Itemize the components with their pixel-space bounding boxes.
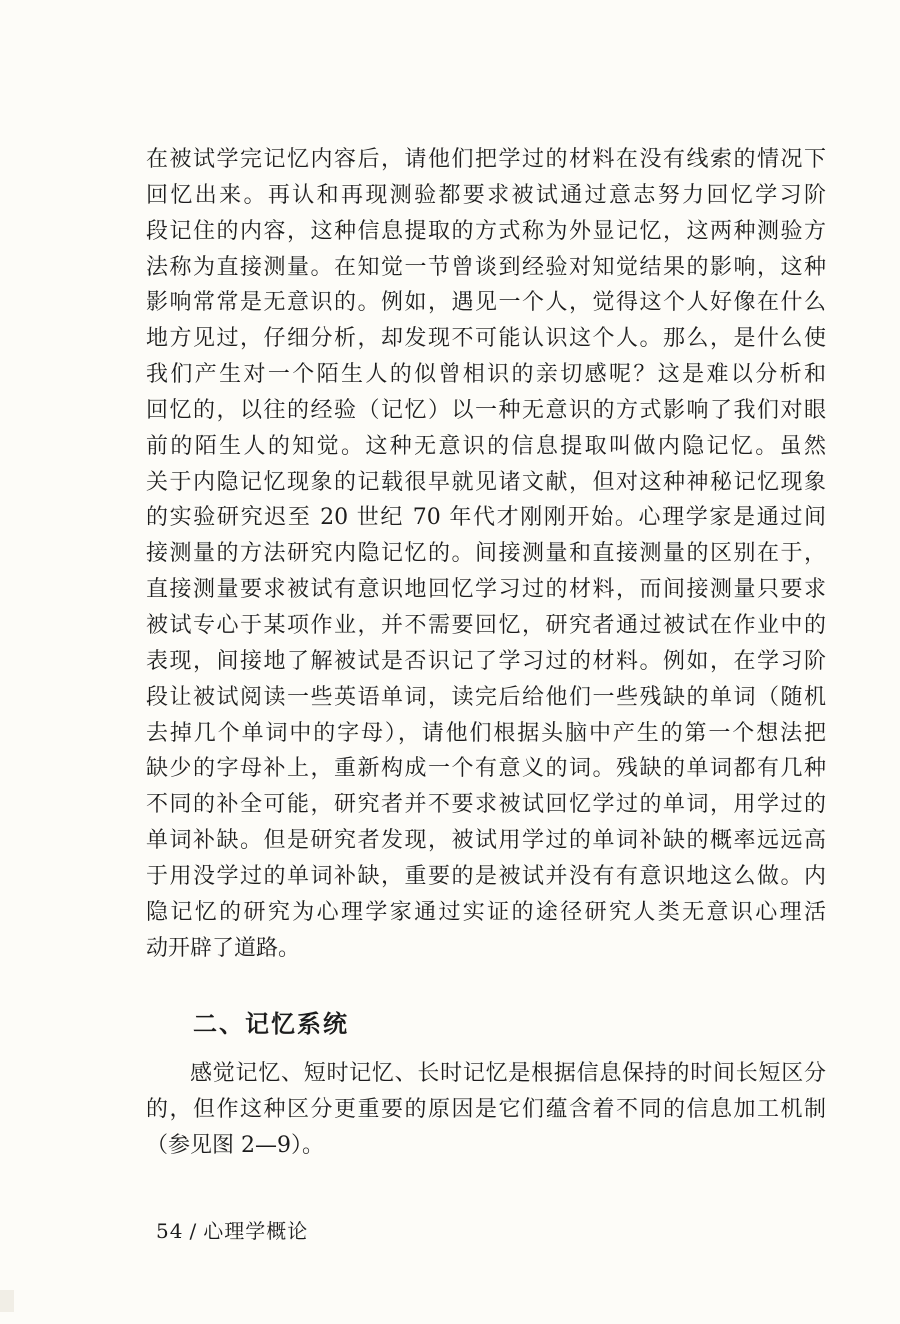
paragraph-line: 回忆的，以往的经验（记忆）以一种无意识的方式影响了我们对眼 [146,397,826,423]
book-title: 心理学概论 [203,1219,309,1243]
page-footer [156,1216,308,1246]
paragraph-line: （参见图 2—9）。 [146,1132,324,1158]
paragraph-line: 在被试学完记忆内容后，请他们把学过的材料在没有线索的情况下 [146,147,826,172]
paragraph-line: 段记住的内容，这种信息提取的方式称为外显记忆，这两种测验方 [146,218,826,244]
footer-separator: / [189,1219,198,1243]
paragraph-line: 地方见过，仔细分析，却发现不可能认识这个人。那么，是什么使 [146,326,826,352]
section-heading: 二、记忆系统 [193,1010,349,1038]
paragraph-line: 动开辟了道路。 [146,935,301,961]
paragraph-line: 感觉记忆、短时记忆、长时记忆是根据信息保持的时间长短区分 [190,1061,826,1086]
body-paragraph-implicit-memory [146,142,826,966]
paragraph-line: 前的陌生人的知觉。这种无意识的信息提取叫做内隐记忆。虽然 [146,433,826,459]
paragraph-line: 法称为直接测量。在知觉一节曾谈到经验对知觉结果的影响，这种 [146,254,826,280]
page-number: 54 [156,1219,184,1243]
paragraph-line: 被试专心于某项作业，并不需要回忆，研究者通过被试在作业中的 [146,612,826,638]
paragraph-line: 接测量的方法研究内隐记忆的。间接测量和直接测量的区别在于， [146,541,826,567]
paragraph-line: 隐记忆的研究为心理学家通过实证的途径研究人类无意识心理活 [146,899,826,925]
scan-smudge [0,1290,14,1312]
paragraph-line: 去掉几个单词中的字母），请他们根据头脑中产生的第一个想法把 [146,720,826,746]
paragraph-line: 表现，间接地了解被试是否识记了学习过的材料。例如，在学习阶 [146,648,826,674]
paragraph-line: 回忆出来。再认和再现测验都要求被试通过意志努力回忆学习阶 [146,182,826,208]
paragraph-line: 我们产生对一个陌生人的似曾相识的亲切感呢？这是难以分析和 [146,362,826,388]
paragraph-line: 单词补缺。但是研究者发现，被试用学过的单词补缺的概率远远高 [146,828,826,854]
paragraph-line: 直接测量要求被试有意识地回忆学习过的材料，而间接测量只要求 [146,577,826,603]
paragraph-line: 缺少的字母补上，重新构成一个有意义的词。残缺的单词都有几种 [146,756,826,782]
paragraph-line: 的，但作这种区分更重要的原因是它们蕴含着不同的信息加工机制 [146,1096,826,1122]
paragraph-line: 不同的补全可能，研究者并不要求被试回忆学过的单词，用学过的 [146,792,826,818]
paragraph-line: 于用没学过的单词补缺，重要的是被试并没有有意识地这么做。内 [146,863,826,889]
paragraph-line: 影响常常是无意识的。例如，遇见一个人，觉得这个人好像在什么 [146,290,826,316]
paragraph-line: 关于内隐记忆现象的记载很早就见诸文献，但对这种神秘记忆现象 [146,469,826,495]
paragraph-line: 段让被试阅读一些英语单词，读完后给他们一些残缺的单词（随机 [146,684,826,710]
body-paragraph-memory-systems [146,1056,826,1164]
paragraph-line: 的实验研究迟至 20 世纪 70 年代才刚刚开始。心理学家是通过间 [146,505,826,531]
